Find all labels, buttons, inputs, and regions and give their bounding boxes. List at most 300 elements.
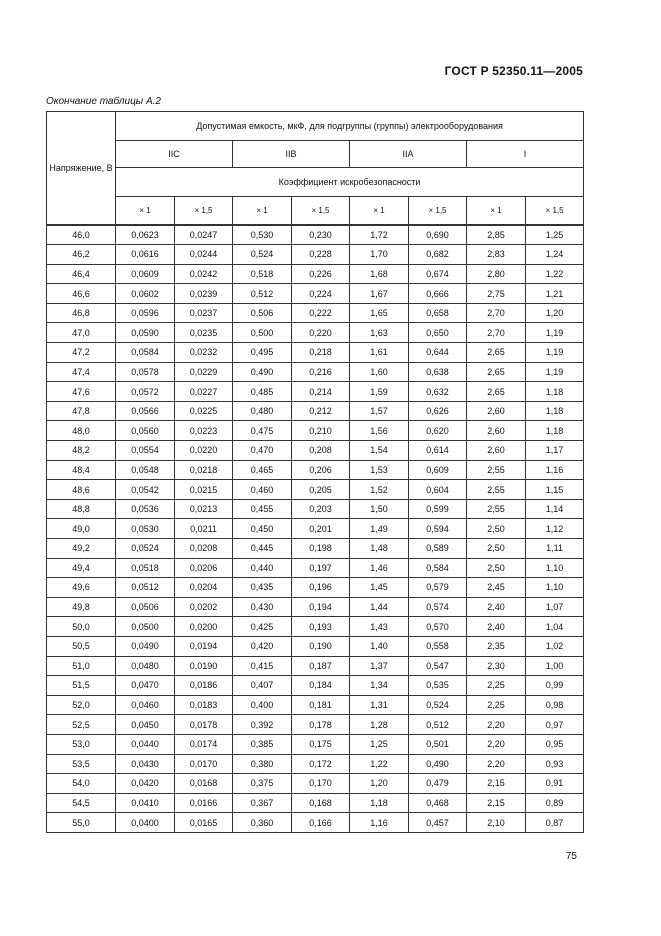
capacitance-cell: 0,614 <box>409 441 467 461</box>
capacitance-cell: 0,455 <box>233 499 292 519</box>
capacitance-cell: 0,0506 <box>116 597 175 617</box>
table-row <box>47 323 584 343</box>
capacitance-cell: 2,20 <box>467 715 526 735</box>
capacitance-cell: 0,435 <box>233 578 292 598</box>
capacitance-cell: 0,0584 <box>116 343 175 363</box>
capacitance-cell: 1,24 <box>526 245 584 265</box>
capacitance-cell: 0,175 <box>292 734 350 754</box>
factor-header: × 1 <box>116 197 175 226</box>
capacitance-cell: 0,392 <box>233 715 292 735</box>
capacitance-cell: 0,0213 <box>175 499 233 519</box>
table-row <box>47 539 584 559</box>
capacitance-cell: 0,0170 <box>175 754 233 774</box>
capacitance-cell: 0,0410 <box>116 793 175 813</box>
capacitance-cell: 0,0470 <box>116 676 175 696</box>
capacitance-cell: 0,524 <box>409 695 467 715</box>
table-row <box>47 519 584 539</box>
capacitance-cell: 0,0572 <box>116 382 175 402</box>
capacitance-cell: 1,54 <box>350 441 409 461</box>
table-row <box>47 597 584 617</box>
capacitance-cell: 1,04 <box>526 617 584 637</box>
capacitance-cell: 0,0183 <box>175 695 233 715</box>
capacitance-cell: 0,594 <box>409 519 467 539</box>
factor-header: × 1 <box>233 197 292 226</box>
capacitance-cell: 1,53 <box>350 460 409 480</box>
capacitance-cell: 0,430 <box>233 597 292 617</box>
capacitance-cell: 0,0220 <box>175 441 233 461</box>
capacitance-cell: 0,530 <box>233 225 292 245</box>
capacitance-cell: 1,11 <box>526 539 584 559</box>
capacitance-cell: 0,500 <box>233 323 292 343</box>
table-row <box>47 499 584 519</box>
capacitance-cell: 2,15 <box>467 793 526 813</box>
capacitance-cell: 0,87 <box>526 813 584 833</box>
capacitance-cell: 0,0542 <box>116 480 175 500</box>
capacitance-cell: 0,518 <box>233 264 292 284</box>
table-body <box>47 225 584 832</box>
table-row <box>47 617 584 637</box>
coefficient-header: Коэффициент искробезопасности <box>116 168 584 197</box>
capacitance-cell: 0,212 <box>292 401 350 421</box>
voltage-cell: 48,8 <box>47 499 116 519</box>
capacitance-cell: 1,56 <box>350 421 409 441</box>
capacitance-cell: 0,385 <box>233 734 292 754</box>
capacitance-cell: 0,490 <box>409 754 467 774</box>
capacitance-cell: 0,0596 <box>116 303 175 323</box>
capacitance-cell: 0,0430 <box>116 754 175 774</box>
voltage-cell: 48,2 <box>47 441 116 461</box>
capacitance-cell: 2,60 <box>467 441 526 461</box>
capacitance-cell: 1,43 <box>350 617 409 637</box>
voltage-cell: 46,2 <box>47 245 116 265</box>
capacitance-cell: 0,0590 <box>116 323 175 343</box>
table-row <box>47 676 584 696</box>
capacitance-cell: 0,485 <box>233 382 292 402</box>
capacitance-cell: 0,0204 <box>175 578 233 598</box>
capacitance-cell: 0,0178 <box>175 715 233 735</box>
capacitance-cell: 0,479 <box>409 774 467 794</box>
capacitance-cell: 0,0166 <box>175 793 233 813</box>
capacitance-cell: 0,0232 <box>175 343 233 363</box>
capacitance-cell: 0,674 <box>409 264 467 284</box>
capacitance-cell: 2,35 <box>467 636 526 656</box>
capacitance-cell: 0,658 <box>409 303 467 323</box>
capacitance-cell: 1,25 <box>350 734 409 754</box>
voltage-cell: 51,0 <box>47 656 116 676</box>
capacitance-cell: 0,205 <box>292 480 350 500</box>
capacitance-cell: 1,57 <box>350 401 409 421</box>
capacitance-cell: 0,547 <box>409 656 467 676</box>
capacitance-cell: 1,34 <box>350 676 409 696</box>
capacitance-cell: 0,190 <box>292 636 350 656</box>
voltage-cell: 46,8 <box>47 303 116 323</box>
capacitance-cell: 1,20 <box>350 774 409 794</box>
capacitance-cell: 1,12 <box>526 519 584 539</box>
capacitance-cell: 1,72 <box>350 225 409 245</box>
voltage-cell: 48,0 <box>47 421 116 441</box>
capacitance-cell: 0,0190 <box>175 656 233 676</box>
capacitance-cell: 2,65 <box>467 343 526 363</box>
table-row <box>47 460 584 480</box>
capacitance-cell: 0,535 <box>409 676 467 696</box>
capacitance-cell: 1,31 <box>350 695 409 715</box>
capacitance-cell: 0,0242 <box>175 264 233 284</box>
capacitance-cell: 2,85 <box>467 225 526 245</box>
capacitance-cell: 1,65 <box>350 303 409 323</box>
table-row <box>47 362 584 382</box>
capacitance-cell: 0,445 <box>233 539 292 559</box>
capacitance-cell: 1,52 <box>350 480 409 500</box>
voltage-cell: 49,4 <box>47 558 116 578</box>
table-row <box>47 656 584 676</box>
table-row <box>47 558 584 578</box>
capacitance-cell: 1,61 <box>350 343 409 363</box>
capacitance-cell: 1,18 <box>526 401 584 421</box>
table-row <box>47 480 584 500</box>
capacitance-cell: 0,230 <box>292 225 350 245</box>
table-row <box>47 303 584 323</box>
capacitance-cell: 0,650 <box>409 323 467 343</box>
capacitance-cell: 0,480 <box>233 401 292 421</box>
capacitance-cell: 2,60 <box>467 401 526 421</box>
capacitance-cell: 0,579 <box>409 578 467 598</box>
capacitance-cell: 0,0218 <box>175 460 233 480</box>
capacitance-cell: 1,17 <box>526 441 584 461</box>
voltage-cell: 50,5 <box>47 636 116 656</box>
capacitance-cell: 2,55 <box>467 499 526 519</box>
capacitance-cell: 1,18 <box>526 382 584 402</box>
capacitance-cell: 0,210 <box>292 421 350 441</box>
capacitance-cell: 0,0165 <box>175 813 233 833</box>
capacitance-cell: 1,20 <box>526 303 584 323</box>
factor-header: × 1,5 <box>175 197 233 226</box>
capacitance-cell: 0,407 <box>233 676 292 696</box>
table-row <box>47 225 584 245</box>
group-header: IIB <box>233 141 350 168</box>
voltage-cell: 47,8 <box>47 401 116 421</box>
table-row <box>47 264 584 284</box>
table-caption: Окончание таблицы А.2 <box>46 96 161 107</box>
voltage-cell: 49,0 <box>47 519 116 539</box>
capacitance-cell: 0,198 <box>292 539 350 559</box>
capacitance-cell: 0,172 <box>292 754 350 774</box>
capacitance-cell: 0,0460 <box>116 695 175 715</box>
table-row <box>47 245 584 265</box>
group-header: IIA <box>350 141 467 168</box>
capacitance-cell: 0,95 <box>526 734 584 754</box>
capacitance-cell: 0,206 <box>292 460 350 480</box>
capacitance-cell: 1,16 <box>350 813 409 833</box>
capacitance-cell: 1,02 <box>526 636 584 656</box>
table-row <box>47 441 584 461</box>
voltage-cell: 54,0 <box>47 774 116 794</box>
factor-header: × 1 <box>350 197 409 226</box>
capacitance-cell: 2,40 <box>467 597 526 617</box>
capacitance-header: Допустимая емкость, мкФ, для подгруппы (группы) электрооборудования <box>116 112 584 141</box>
capacitance-cell: 0,666 <box>409 284 467 304</box>
capacitance-cell: 0,0490 <box>116 636 175 656</box>
capacitance-cell: 0,0554 <box>116 441 175 461</box>
table-row <box>47 754 584 774</box>
capacitance-cell: 0,0239 <box>175 284 233 304</box>
capacitance-cell: 0,584 <box>409 558 467 578</box>
table-row <box>47 382 584 402</box>
capacitance-cell: 0,187 <box>292 656 350 676</box>
capacitance-cell: 0,558 <box>409 636 467 656</box>
capacitance-cell: 0,166 <box>292 813 350 833</box>
table-row <box>47 695 584 715</box>
capacitance-cell: 1,46 <box>350 558 409 578</box>
capacitance-cell: 0,415 <box>233 656 292 676</box>
capacitance-cell: 0,216 <box>292 362 350 382</box>
capacitance-cell: 0,465 <box>233 460 292 480</box>
voltage-header: Напряжение, В <box>47 112 116 226</box>
capacitance-cell: 1,59 <box>350 382 409 402</box>
capacitance-cell: 0,91 <box>526 774 584 794</box>
voltage-cell: 48,4 <box>47 460 116 480</box>
capacitance-cell: 0,197 <box>292 558 350 578</box>
voltage-cell: 53,5 <box>47 754 116 774</box>
capacitance-cell: 0,638 <box>409 362 467 382</box>
table-row <box>47 421 584 441</box>
voltage-cell: 52,0 <box>47 695 116 715</box>
document-code: ГОСТ Р 52350.11—2005 <box>444 64 583 78</box>
capacitance-cell: 0,0186 <box>175 676 233 696</box>
capacitance-cell: 0,0235 <box>175 323 233 343</box>
capacitance-cell: 0,99 <box>526 676 584 696</box>
capacitance-cell: 0,460 <box>233 480 292 500</box>
capacitance-cell: 1,10 <box>526 578 584 598</box>
table-row <box>47 636 584 656</box>
capacitance-cell: 0,222 <box>292 303 350 323</box>
capacitance-cell: 0,0244 <box>175 245 233 265</box>
capacitance-cell: 0,400 <box>233 695 292 715</box>
capacitance-cell: 0,0450 <box>116 715 175 735</box>
capacitance-cell: 0,0168 <box>175 774 233 794</box>
capacitance-cell: 0,0560 <box>116 421 175 441</box>
capacitance-cell: 1,48 <box>350 539 409 559</box>
capacitance-cell: 0,0227 <box>175 382 233 402</box>
capacitance-cell: 2,40 <box>467 617 526 637</box>
table-row <box>47 793 584 813</box>
capacitance-cell: 0,644 <box>409 343 467 363</box>
capacitance-cell: 0,512 <box>233 284 292 304</box>
capacitance-cell: 1,19 <box>526 323 584 343</box>
capacitance-cell: 0,208 <box>292 441 350 461</box>
capacitance-cell: 0,178 <box>292 715 350 735</box>
capacitance-cell: 2,80 <box>467 264 526 284</box>
capacitance-cell: 2,15 <box>467 774 526 794</box>
capacitance-cell: 0,604 <box>409 480 467 500</box>
capacitance-cell: 0,0206 <box>175 558 233 578</box>
capacitance-cell: 0,524 <box>233 245 292 265</box>
capacitance-cell: 2,55 <box>467 460 526 480</box>
capacitance-cell: 0,0548 <box>116 460 175 480</box>
capacitance-cell: 2,30 <box>467 656 526 676</box>
capacitance-cell: 0,682 <box>409 245 467 265</box>
capacitance-cell: 0,193 <box>292 617 350 637</box>
capacitance-cell: 2,55 <box>467 480 526 500</box>
capacitance-cell: 0,0623 <box>116 225 175 245</box>
capacitance-cell: 2,25 <box>467 676 526 696</box>
table-row <box>47 813 584 833</box>
capacitance-cell: 2,50 <box>467 519 526 539</box>
capacitance-cell: 2,65 <box>467 362 526 382</box>
capacitance-cell: 0,0524 <box>116 539 175 559</box>
capacitance-cell: 1,68 <box>350 264 409 284</box>
capacitance-cell: 1,18 <box>350 793 409 813</box>
capacitance-cell: 1,14 <box>526 499 584 519</box>
capacitance-cell: 0,228 <box>292 245 350 265</box>
capacitance-cell: 2,10 <box>467 813 526 833</box>
capacitance-cell: 0,0400 <box>116 813 175 833</box>
capacitance-cell: 0,0247 <box>175 225 233 245</box>
capacitance-cell: 1,19 <box>526 343 584 363</box>
capacitance-cell: 0,0512 <box>116 578 175 598</box>
capacitance-cell: 1,28 <box>350 715 409 735</box>
capacitance-cell: 0,0602 <box>116 284 175 304</box>
capacitance-cell: 0,457 <box>409 813 467 833</box>
capacitance-cell: 0,501 <box>409 734 467 754</box>
capacitance-cell: 1,19 <box>526 362 584 382</box>
capacitance-cell: 1,00 <box>526 656 584 676</box>
capacitance-cell: 0,0566 <box>116 401 175 421</box>
voltage-cell: 51,5 <box>47 676 116 696</box>
capacitance-cell: 1,63 <box>350 323 409 343</box>
capacitance-cell: 0,506 <box>233 303 292 323</box>
capacitance-cell: 0,0202 <box>175 597 233 617</box>
capacitance-cell: 0,203 <box>292 499 350 519</box>
voltage-cell: 52,5 <box>47 715 116 735</box>
capacitance-cell: 0,420 <box>233 636 292 656</box>
table-row <box>47 284 584 304</box>
factor-header: × 1,5 <box>292 197 350 226</box>
capacitance-cell: 0,0480 <box>116 656 175 676</box>
capacitance-cell: 2,60 <box>467 421 526 441</box>
capacitance-cell: 1,45 <box>350 578 409 598</box>
voltage-cell: 49,8 <box>47 597 116 617</box>
capacitance-cell: 0,170 <box>292 774 350 794</box>
voltage-cell: 49,2 <box>47 539 116 559</box>
capacitance-cell: 1,07 <box>526 597 584 617</box>
capacitance-cell: 0,226 <box>292 264 350 284</box>
capacitance-cell: 0,93 <box>526 754 584 774</box>
capacitance-cell: 0,609 <box>409 460 467 480</box>
capacitance-cell: 0,632 <box>409 382 467 402</box>
capacitance-cell: 2,45 <box>467 578 526 598</box>
capacitance-cell: 2,65 <box>467 382 526 402</box>
voltage-cell: 47,0 <box>47 323 116 343</box>
capacitance-cell: 1,22 <box>350 754 409 774</box>
voltage-cell: 50,0 <box>47 617 116 637</box>
capacitance-cell: 0,495 <box>233 343 292 363</box>
capacitance-cell: 0,0225 <box>175 401 233 421</box>
capacitance-cell: 0,589 <box>409 539 467 559</box>
capacitance-cell: 0,0211 <box>175 519 233 539</box>
capacitance-cell: 0,475 <box>233 421 292 441</box>
voltage-cell: 47,2 <box>47 343 116 363</box>
capacitance-cell: 0,224 <box>292 284 350 304</box>
capacitance-cell: 0,570 <box>409 617 467 637</box>
voltage-cell: 47,4 <box>47 362 116 382</box>
capacitance-cell: 2,75 <box>467 284 526 304</box>
capacitance-cell: 0,214 <box>292 382 350 402</box>
capacitance-cell: 0,380 <box>233 754 292 774</box>
capacitance-cell: 1,50 <box>350 499 409 519</box>
voltage-cell: 46,4 <box>47 264 116 284</box>
capacitance-cell: 0,0518 <box>116 558 175 578</box>
capacitance-cell: 0,0609 <box>116 264 175 284</box>
capacitance-cell: 2,25 <box>467 695 526 715</box>
capacitance-cell: 0,0174 <box>175 734 233 754</box>
capacitance-cell: 0,0208 <box>175 539 233 559</box>
capacitance-cell: 0,450 <box>233 519 292 539</box>
table-row <box>47 578 584 598</box>
capacitance-cell: 1,10 <box>526 558 584 578</box>
capacitance-cell: 0,468 <box>409 793 467 813</box>
capacitance-cell: 0,220 <box>292 323 350 343</box>
capacitance-cell: 0,620 <box>409 421 467 441</box>
capacitance-cell: 0,440 <box>233 558 292 578</box>
capacitance-cell: 0,0194 <box>175 636 233 656</box>
capacitance-cell: 2,83 <box>467 245 526 265</box>
capacitance-cell: 0,0530 <box>116 519 175 539</box>
table-row <box>47 343 584 363</box>
capacitance-cell: 0,375 <box>233 774 292 794</box>
capacitance-cell: 1,21 <box>526 284 584 304</box>
table-row <box>47 401 584 421</box>
capacitance-cell: 0,196 <box>292 578 350 598</box>
capacitance-cell: 0,218 <box>292 343 350 363</box>
capacitance-cell: 0,626 <box>409 401 467 421</box>
capacitance-cell: 0,168 <box>292 793 350 813</box>
capacitance-cell: 0,0215 <box>175 480 233 500</box>
capacitance-cell: 1,15 <box>526 480 584 500</box>
capacitance-cell: 0,201 <box>292 519 350 539</box>
capacitance-cell: 0,0616 <box>116 245 175 265</box>
table-row <box>47 715 584 735</box>
capacitance-cell: 1,22 <box>526 264 584 284</box>
capacitance-cell: 0,512 <box>409 715 467 735</box>
voltage-cell: 54,5 <box>47 793 116 813</box>
voltage-cell: 55,0 <box>47 813 116 833</box>
capacitance-cell: 0,425 <box>233 617 292 637</box>
capacitance-cell: 0,98 <box>526 695 584 715</box>
factor-header: × 1 <box>467 197 526 226</box>
capacitance-cell: 0,0578 <box>116 362 175 382</box>
capacitance-table <box>46 111 584 833</box>
voltage-cell: 46,6 <box>47 284 116 304</box>
capacitance-cell: 0,0200 <box>175 617 233 637</box>
capacitance-cell: 0,470 <box>233 441 292 461</box>
voltage-cell: 48,6 <box>47 480 116 500</box>
capacitance-cell: 0,490 <box>233 362 292 382</box>
capacitance-cell: 0,0536 <box>116 499 175 519</box>
capacitance-cell: 0,0223 <box>175 421 233 441</box>
voltage-cell: 49,6 <box>47 578 116 598</box>
capacitance-cell: 2,50 <box>467 558 526 578</box>
capacitance-cell: 0,0440 <box>116 734 175 754</box>
factor-header: × 1,5 <box>526 197 584 226</box>
capacitance-cell: 0,97 <box>526 715 584 735</box>
capacitance-cell: 0,690 <box>409 225 467 245</box>
capacitance-cell: 1,49 <box>350 519 409 539</box>
voltage-cell: 47,6 <box>47 382 116 402</box>
group-header: I <box>467 141 584 168</box>
capacitance-cell: 1,40 <box>350 636 409 656</box>
capacitance-cell: 0,181 <box>292 695 350 715</box>
capacitance-cell: 0,574 <box>409 597 467 617</box>
